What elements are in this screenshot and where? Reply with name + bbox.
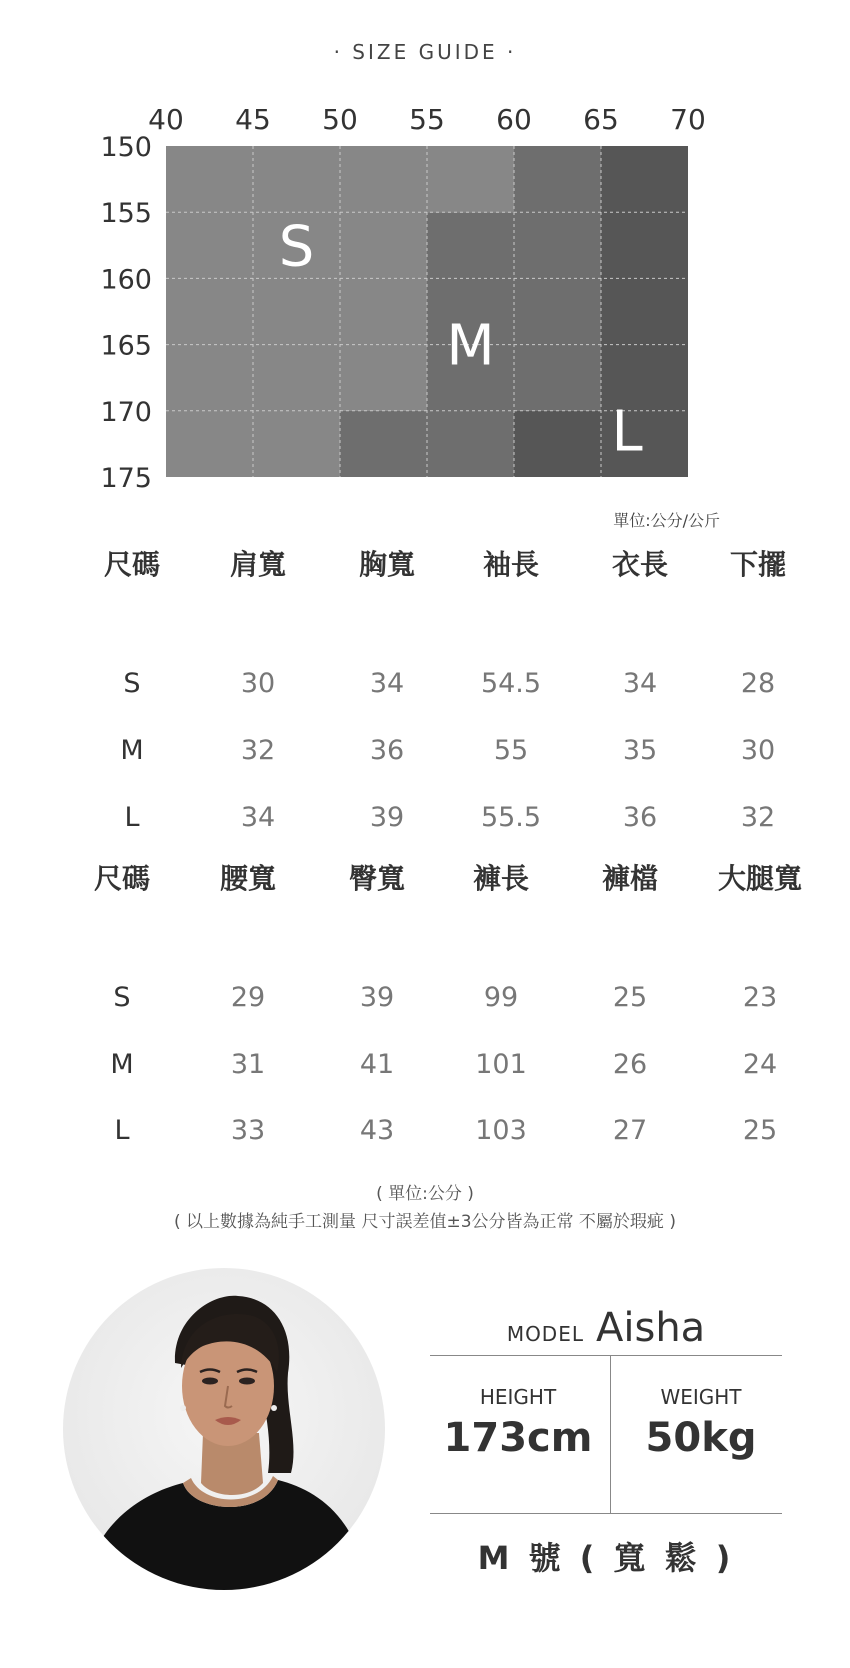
value-cell: 24 — [742, 1049, 778, 1080]
table-row — [0, 1115, 850, 1155]
value-cell: 43 — [359, 1115, 395, 1146]
header-hip: 臀寬 — [348, 862, 406, 895]
value-cell: 34 — [622, 668, 658, 699]
value-cell: 30 — [240, 668, 276, 699]
value-cell: 101 — [475, 1049, 527, 1080]
table-row — [0, 982, 850, 1022]
value-cell: 25 — [742, 1115, 778, 1146]
size-cell: L — [124, 802, 140, 833]
size-zone-label: M — [446, 313, 495, 379]
size-grid-chart — [0, 0, 850, 520]
height-tick-label: 165 — [100, 330, 152, 362]
value-cell: 39 — [359, 982, 395, 1013]
header-thigh: 大腿寬 — [717, 862, 803, 895]
value-cell: 32 — [740, 802, 776, 833]
value-cell: 34 — [240, 802, 276, 833]
unit-note: ( 單位:公分 ) — [376, 1184, 474, 1204]
height-tick-label: 150 — [100, 132, 152, 163]
model-photo — [63, 1268, 385, 1590]
weight-value: 50kg — [645, 1415, 757, 1461]
table-row — [0, 668, 850, 708]
size-zone-cell-l — [514, 411, 601, 477]
table-row — [0, 1049, 850, 1089]
value-cell: 32 — [240, 735, 276, 766]
model-illustration — [63, 1268, 385, 1590]
value-cell: 36 — [369, 735, 405, 766]
header-size: 尺碼 — [93, 862, 151, 895]
value-cell: 55.5 — [480, 802, 542, 833]
model-label: MODEL — [506, 1322, 584, 1346]
measurement-notes — [0, 1180, 850, 1236]
size-cell: S — [113, 982, 131, 1013]
weight-label: WEIGHT — [660, 1385, 742, 1409]
weight-tick-label: 60 — [496, 103, 532, 136]
table-header-row — [0, 543, 850, 583]
size-cell: L — [114, 1115, 130, 1146]
value-cell: 55 — [493, 735, 529, 766]
value-cell: 28 — [740, 668, 776, 699]
value-cell: 26 — [612, 1049, 648, 1080]
header-chest: 胸寬 — [358, 548, 416, 581]
value-cell: 25 — [612, 982, 648, 1013]
size-zone-cell-m — [340, 411, 427, 477]
model-info — [430, 1295, 782, 1575]
weight-tick-label: 65 — [583, 103, 619, 136]
weight-tick-label: 40 — [148, 103, 184, 136]
weight-tick-label: 55 — [409, 103, 445, 136]
value-cell: 34 — [369, 668, 405, 699]
height-label: HEIGHT — [479, 1385, 557, 1409]
value-cell: 31 — [230, 1049, 266, 1080]
disclaimer-note: ( 以上數據為純手工測量 尺寸誤差值±3公分皆為正常 不屬於瑕疵 ) — [174, 1212, 676, 1232]
size-zone-cell-s — [166, 146, 253, 477]
value-cell: 39 — [369, 802, 405, 833]
value-cell: 30 — [740, 735, 776, 766]
divider-top — [430, 1355, 782, 1356]
value-cell: 35 — [622, 735, 658, 766]
height-value: 173cm — [443, 1415, 593, 1461]
value-cell: 23 — [742, 982, 778, 1013]
value-cell: 36 — [622, 802, 658, 833]
grid-unit-note: 單位:公分/公斤 — [613, 511, 720, 530]
weight-tick-label: 50 — [322, 103, 358, 136]
height-tick-label: 170 — [100, 396, 152, 428]
value-cell: 33 — [230, 1115, 266, 1146]
header-sleeve: 袖長 — [482, 548, 540, 581]
weight-tick-label: 45 — [235, 103, 271, 136]
header-length: 衣長 — [611, 548, 669, 581]
table-row — [0, 802, 850, 842]
value-cell: 99 — [483, 982, 519, 1013]
size-zone-label: S — [278, 214, 315, 280]
value-cell: 29 — [230, 982, 266, 1013]
size-cell: M — [110, 1049, 134, 1080]
header-waist: 腰寬 — [219, 862, 277, 895]
divider-vertical — [610, 1355, 611, 1513]
height-tick-label: 160 — [100, 264, 152, 296]
header-rise: 褲檔 — [601, 862, 659, 895]
header-shoulder: 肩寬 — [229, 548, 287, 581]
size-cell: S — [123, 668, 141, 699]
value-cell: 27 — [612, 1115, 648, 1146]
page-title: · SIZE GUIDE · — [333, 40, 517, 64]
value-cell: 41 — [359, 1049, 395, 1080]
value-cell: 54.5 — [480, 668, 542, 699]
header-pants-length: 褲長 — [472, 862, 530, 895]
model-name-line — [430, 1305, 782, 1351]
size-zone-cell-s — [427, 146, 514, 212]
height-stat — [430, 1385, 606, 1461]
table-row — [0, 735, 850, 775]
header-size: 尺碼 — [103, 548, 161, 581]
model-size-fit: M 號 ( 寬 鬆 ) — [477, 1539, 735, 1577]
size-zone-label: L — [611, 399, 643, 465]
value-cell: 103 — [475, 1115, 527, 1146]
height-tick-label: 175 — [100, 463, 152, 494]
model-name: Aisha — [596, 1305, 706, 1351]
weight-tick-label: 70 — [670, 103, 706, 136]
weight-stat — [613, 1385, 789, 1461]
size-cell: M — [120, 735, 144, 766]
height-tick-label: 155 — [100, 198, 152, 230]
divider-bottom — [430, 1513, 782, 1514]
header-hem: 下擺 — [729, 548, 787, 581]
size-zone-cell-s — [253, 146, 340, 477]
table-header-row — [0, 857, 850, 897]
